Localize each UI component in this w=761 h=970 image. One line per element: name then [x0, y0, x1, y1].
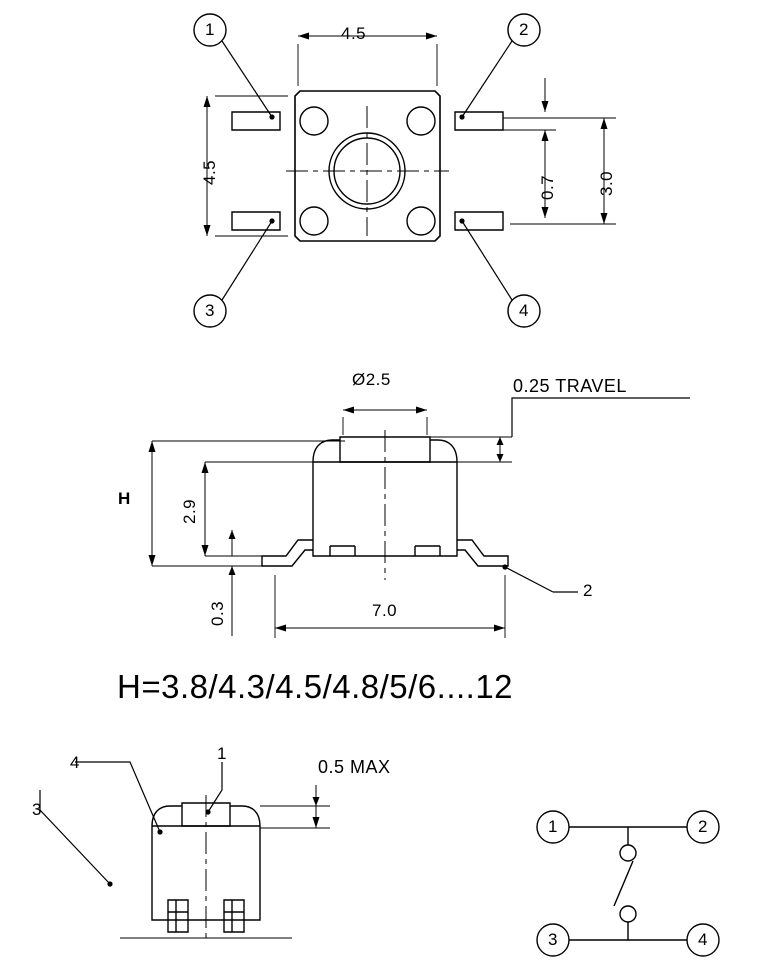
- travel-note: 0.25 TRAVEL: [513, 376, 627, 396]
- callout-1: 1: [205, 20, 215, 39]
- body-length-dim: 7.0: [372, 601, 398, 620]
- height-options-note: H=3.8/4.3/4.5/4.8/5/6....12: [117, 668, 514, 705]
- top-view-width-dim: 4.5: [341, 24, 367, 43]
- body-height-dim: 2.9: [180, 498, 199, 524]
- schematic-terminal-2: 2: [698, 817, 708, 836]
- overall-height-dim: H: [118, 489, 131, 508]
- top-view-height-dim: 4.5: [200, 159, 219, 185]
- front-callout-3: 3: [32, 800, 42, 819]
- coplanarity-note: 0.5 MAX: [318, 757, 391, 777]
- schematic-terminal-4: 4: [698, 930, 708, 949]
- front-callout-1: 1: [217, 744, 227, 763]
- callout-4: 4: [519, 301, 529, 320]
- front-callout-4: 4: [70, 753, 80, 772]
- schematic-terminal-1: 1: [548, 817, 558, 836]
- lead-height-dim: 0.3: [208, 600, 227, 626]
- plunger-diameter-dim: Ø2.5: [352, 370, 391, 389]
- top-view-pad-width-dim: 0.7: [538, 174, 557, 200]
- callout-2: 2: [519, 20, 529, 39]
- top-view-pad-span-dim: 3.0: [597, 170, 616, 196]
- schematic-terminal-3: 3: [548, 930, 558, 949]
- callout-3: 3: [205, 301, 215, 320]
- lead-callout-2: 2: [583, 581, 593, 600]
